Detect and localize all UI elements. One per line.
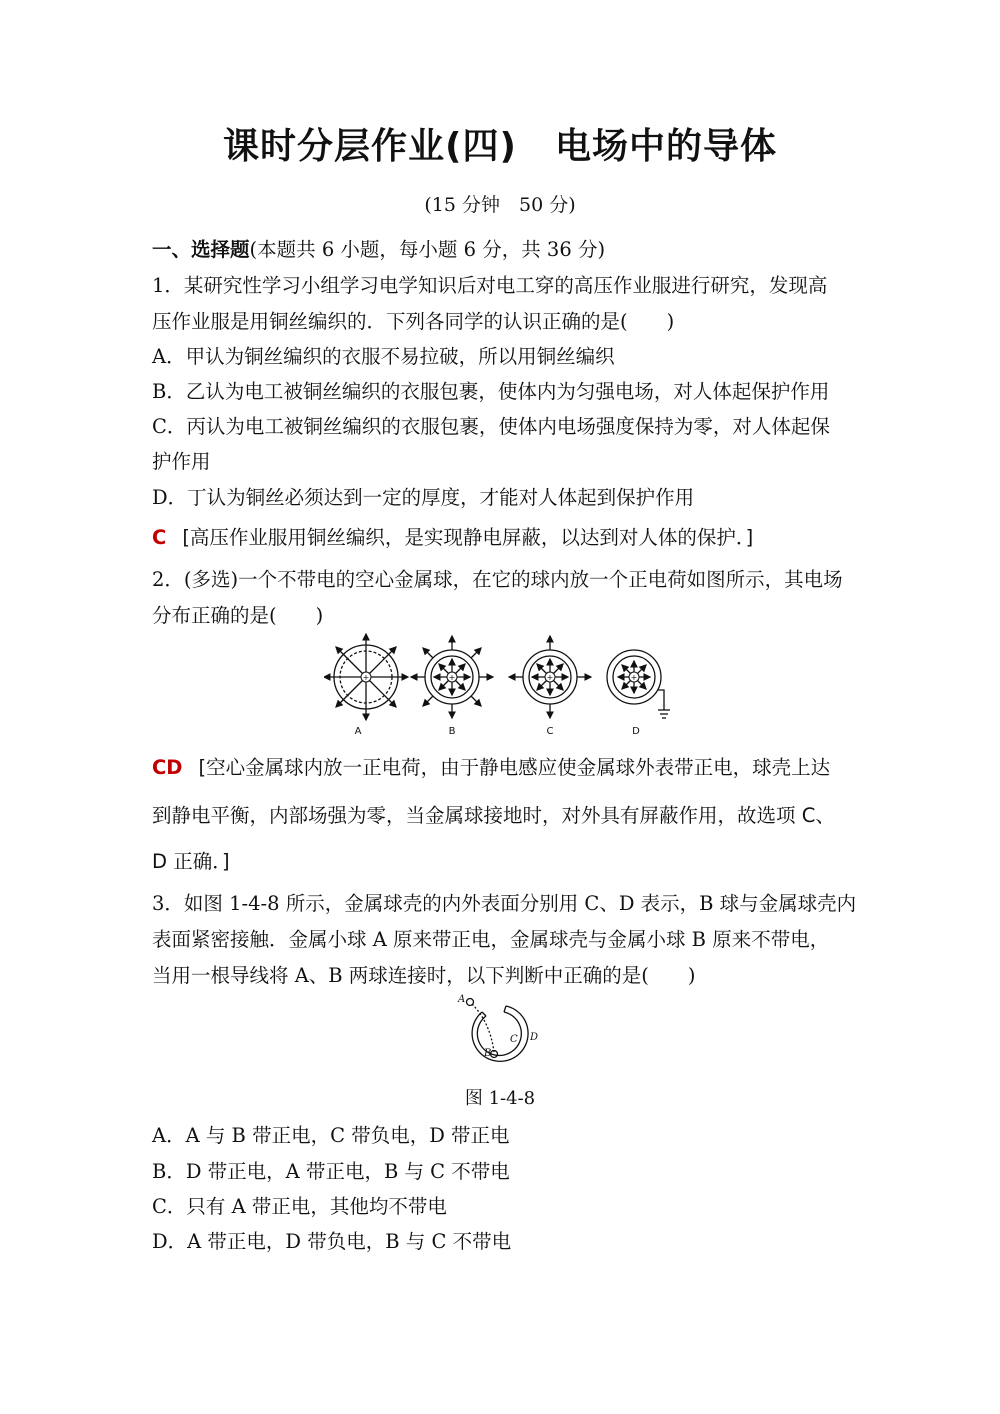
q1-option-a: A．甲认为铜丝编织的衣服不易拉破，所以用铜丝编织 — [152, 345, 615, 368]
q2-explanation-line1: [空心金属球内放一正电荷，由于静电感应使金属球外表带正电，球壳上达 — [198, 756, 831, 779]
q3-stem-line3: 当用一根导线将 A、B 两球连接时，以下判断中正确的是( ) — [152, 964, 696, 987]
q3-fig-label-c: C — [510, 1034, 518, 1045]
q2-stem-line1: 2．(多选)一个不带电的空心金属球，在它的球内放一个正电荷如图所示，其电场 — [152, 568, 843, 591]
title-right: 电场中的导体 — [554, 126, 777, 167]
q3-option-d: D．A 带正电，D 带负电，B 与 C 不带电 — [152, 1230, 512, 1253]
q1-option-d: D．丁认为铜丝必须达到一定的厚度，才能对人体起到保护作用 — [152, 486, 695, 509]
q3-stem-line1: 3．如图 1-4-8 所示，金属球壳的内外表面分别用 C、D 表示，B 球与金属球壳内 — [152, 892, 857, 915]
q1-option-c-line1: C．丙认为电工被铜丝编织的衣服包裹，使体内电场强度保持为零，对人体起保 — [152, 415, 830, 438]
q3-figure — [456, 992, 546, 1068]
q1-stem-line1: 1．某研究性学习小组学习电学知识后对电工穿的高压作业服进行研究，发现高 — [152, 274, 828, 297]
q1-answer — [152, 522, 753, 550]
q2-answer-letter: CD — [152, 756, 183, 779]
section-note: (本题共 6 小题，每小题 6 分，共 36 分) — [249, 238, 606, 261]
q3-fig-label-a: A — [458, 994, 466, 1005]
fig-a-charge: + — [362, 673, 370, 682]
ball-a — [467, 999, 474, 1006]
q1-stem-line2: 压作业服是用铜丝编织的．下列各同学的认识正确的是( ) — [152, 310, 675, 333]
q2-explanation-line3: D 正确．] — [152, 850, 230, 873]
q3-fig-label-d: D — [530, 1032, 539, 1043]
q3-stem-line2: 表面紧密接触．金属小球 A 原来带正电，金属球壳与金属小球 B 原来不带电， — [152, 928, 830, 951]
title-left: 课时分层作业(四) — [223, 126, 517, 167]
q1-option-b: B．乙认为电工被铜丝编织的衣服包裹，使体内为匀强电场，对人体起保护作用 — [152, 380, 830, 403]
fig-label-d: D — [632, 726, 640, 737]
fig-d-sphere — [607, 650, 670, 718]
q1-answer-letter: C — [152, 526, 167, 549]
q2-stem-line2: 分布正确的是( ) — [152, 604, 324, 627]
fig-label-b: B — [448, 726, 456, 737]
section-title: 一、选择题 — [152, 238, 250, 261]
time-score-line: (15 分钟 50 分) — [424, 194, 576, 216]
section-heading — [152, 234, 605, 262]
q3-option-b: B．D 带正电，A 带正电，B 与 C 不带电 — [152, 1160, 510, 1183]
q3-figure-caption: 图 1-4-8 — [464, 1088, 536, 1109]
connecting-wire — [472, 1004, 494, 1052]
fig-label-a: A — [354, 726, 362, 737]
q1-option-c-line2: 护作用 — [152, 450, 211, 473]
q2-answer — [152, 752, 830, 780]
q3-fig-label-b: B — [484, 1048, 492, 1059]
q3-option-a: A．A 与 B 带正电，C 带负电，D 带正电 — [152, 1124, 510, 1147]
q2-explanation-line2: 到静电平衡，内部场强为零，当金属球接地时，对外具有屏蔽作用，故选项 C、 — [152, 804, 835, 827]
fig-d-charge: + — [630, 673, 638, 682]
fig-c-charge: + — [546, 673, 554, 682]
page-title — [0, 118, 1000, 169]
fig-b-charge: + — [448, 673, 456, 682]
q1-explanation: [高压作业服用铜丝编织，是实现静电屏蔽，以达到对人体的保护．] — [182, 526, 754, 549]
q3-option-c: C．只有 A 带正电，其他均不带电 — [152, 1195, 447, 1218]
q2-figure — [324, 632, 680, 740]
fig-label-c: C — [546, 726, 554, 737]
